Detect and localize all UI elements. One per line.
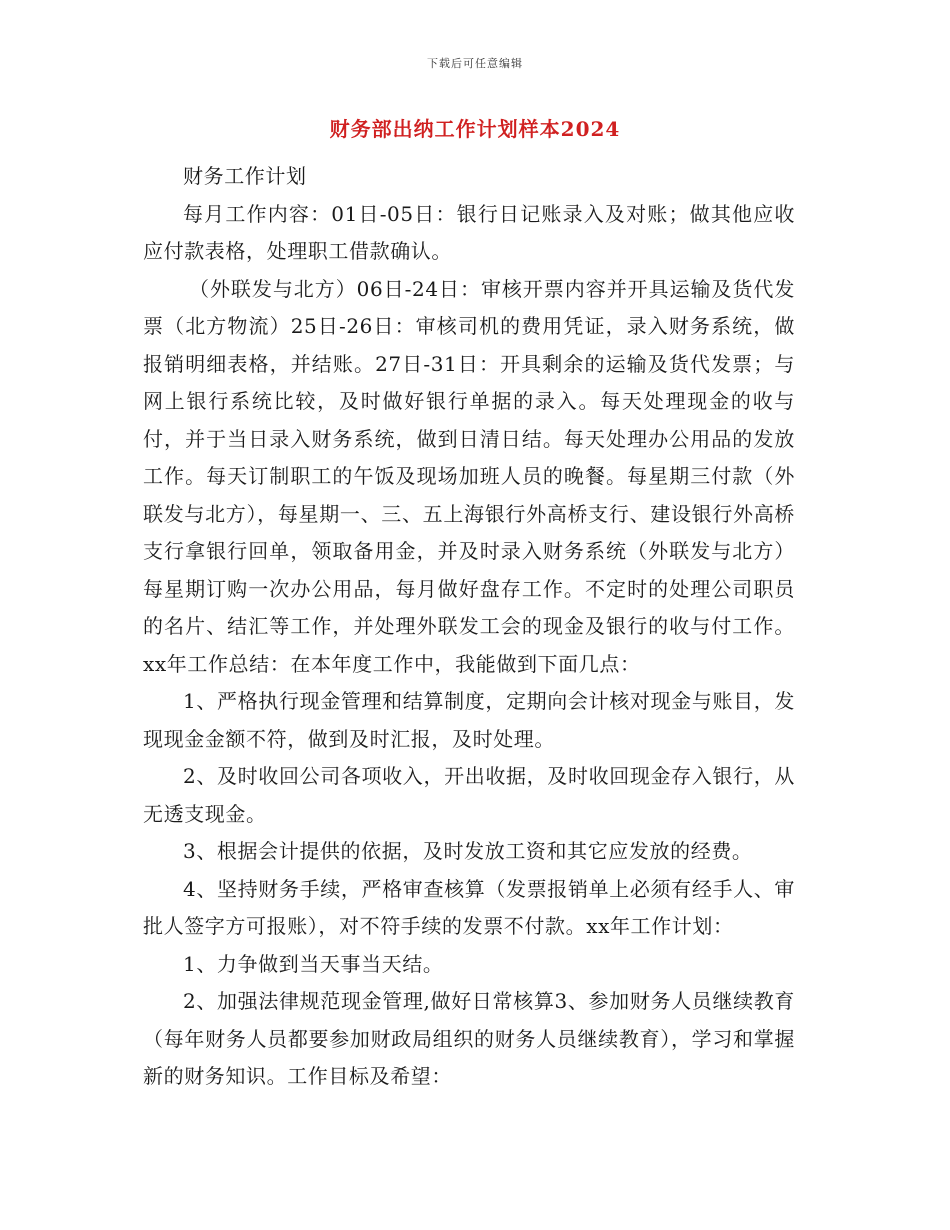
document-title: 财务部出纳工作计划样本2024 (329, 117, 621, 141)
paragraph-summary-item-1: 1、严格执行现金管理和结算制度，定期向会计核对现金与账目，发现现金金额不符，做到及时汇报，及时处理。 (143, 689, 795, 751)
paragraph-monthly-tasks: 每月工作内容：01日-05日：银行日记账录入及对账；做其他应收应付款表格，处理职工借款确认。 (143, 201, 795, 263)
paragraph-summary-item-4: 4、坚持财务手续，严格审查核算（发票报销单上必须有经手人、审批人签字方可报账），对不符手续的发票不付款。xx年工作计划： (143, 876, 795, 938)
paragraph-plan-item-1: 1、力争做到当天事当天结。 (183, 951, 444, 976)
paragraph-schedule-details: （外联发与北方）06日-24日：审核开票内容并开具运输及货代发票（北方物流）25日-26日：审核司机的费用凭证，录入财务系统，做报销明细表格，并结账。27日-31日：开具剩余的运输及货代发票；与网上银行系统比较，及时做好银行单据的录入。每天处理现金的收与付，并于当日录入财务系统，做到日清日结。每天处理办公用品的发放工作。每天订制职工的午饭及现场加班人员的晚餐。每星期三付款（外联发与北方），每星期一、三、五上海银行外高桥支行、建设银行外高桥支行拿银行回单，领取备用金，并及时录入财务系统（外联发与北方）每星期订购一次办公用品，每月做好盘存工作。不定时的处理公司职员的名片、结汇等工作，并处理外联发工会的现金及银行的收与付工作。xx年工作总结：在本年度工作中，我能做到下面几点： (143, 276, 795, 676)
header-note: 下载后可任意编辑 (427, 57, 523, 70)
paragraph-summary-item-3: 3、根据会计提供的依据，及时发放工资和其它应发放的经费。 (183, 839, 753, 863)
paragraph-plan-item-2: 2、加强法律规范现金管理,做好日常核算3、参加财务人员继续教育（每年财务人员都要参加财政局组织的财务人员继续教育），学习和掌握新的财务知识。工作目标及希望： (143, 989, 795, 1088)
document-body (143, 158, 795, 1096)
paragraph-summary-item-2: 2、及时收回公司各项收入，开出收据，及时收回现金存入银行，从无透支现金。 (143, 764, 795, 826)
paragraph-section-heading: 财务工作计划 (183, 164, 307, 188)
